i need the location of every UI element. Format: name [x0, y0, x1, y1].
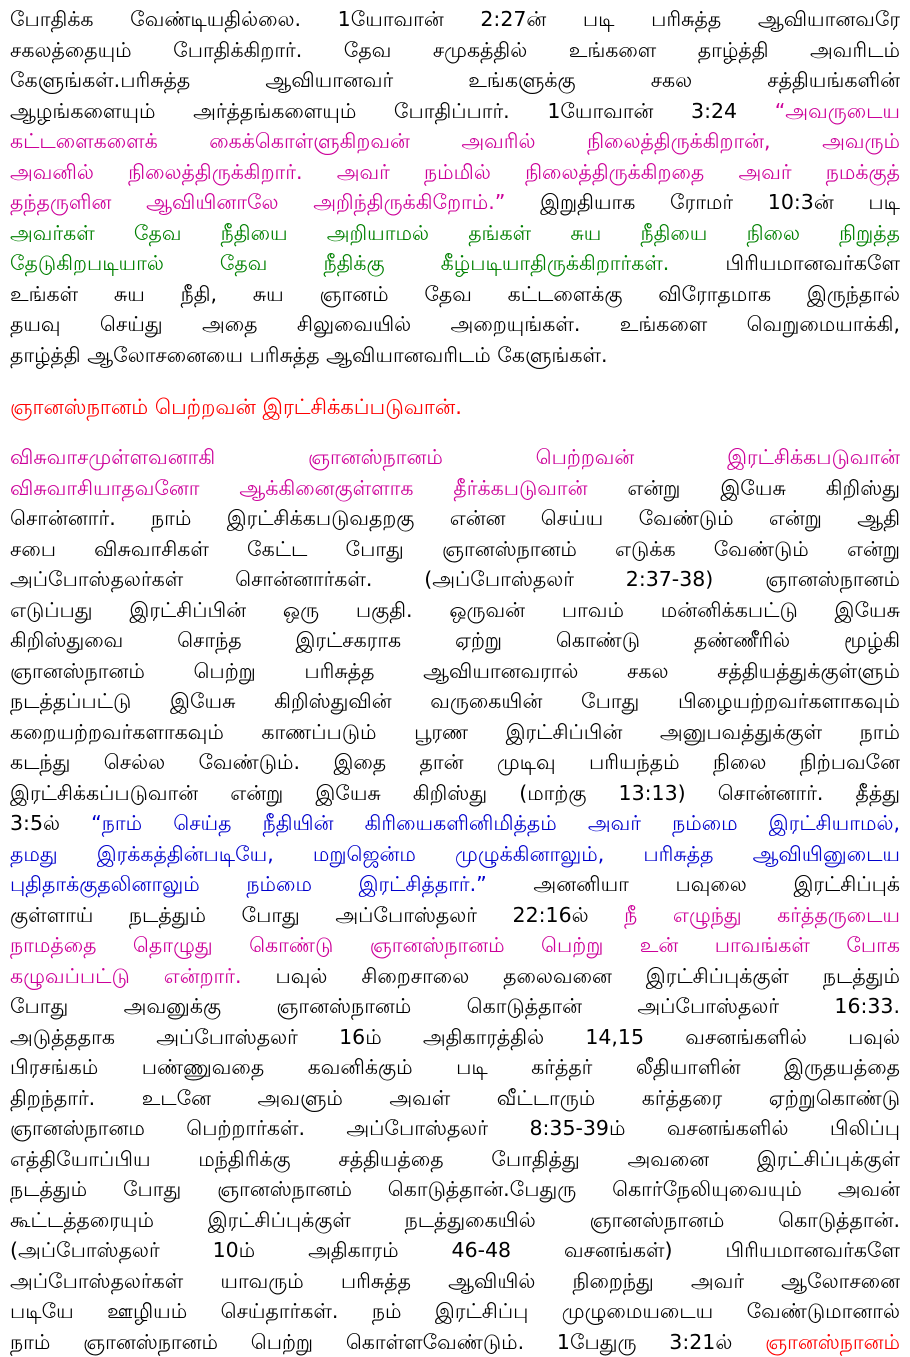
verse-line: அவர்கள் தேவ நீதியை அறியாமல் தங்கள் சுய நீதியை நிலை நிறுத்த [10, 218, 900, 249]
text-line: இரட்சிக்கப்படுவான் என்று இயேசு கிறிஸ்து (மாற்கு 13:13) சொன்னார். தீத்து [10, 778, 900, 809]
text-line: (அப்போஸ்தலர் 10ம் அதிகாரம் 46-48 வசனங்கள்) பிரியமானவர்களே [10, 1235, 900, 1266]
text-line: உங்கள் சுய நீதி, சுய ஞானம் தேவ கட்டளைக்கு விரோதமாக இருந்தால் [10, 279, 900, 310]
text-line: புதிதாக்குதலினாலும் நம்மை இரட்சித்தார்.” அனனியா பவுலை இரட்சிப்புக் [10, 869, 900, 900]
quote-line: அவனில் நிலைத்திருக்கிறார். அவர் நம்மில் நிலைத்திருக்கிறதை அவர் நமக்குத் [10, 157, 900, 188]
text-line: நடத்தப்பட்டு இயேசு கிறிஸ்துவின் வருகையின் போது பிழையற்றவர்களாகவும் [10, 686, 900, 717]
text-line: குள்ளாய் நடத்தும் போது அப்போஸ்தலர் 22:16ல் நீ எழுந்து கர்த்தருடைய [10, 900, 900, 931]
verse-text: தேடுகிறபடியால் தேவ நீதிக்கு கீழ்படியாதிருக்கிறார்கள். [10, 251, 669, 275]
text-line: போது அவனுக்கு ஞானஸ்நானம் கொடுத்தான் அப்போஸ்தலர் 16:33. [10, 991, 900, 1022]
quote-text: விசுவாசியாதவனோ ஆக்கினைகுள்ளாக தீர்க்கபடுவான் [10, 476, 587, 500]
text-line: கூட்டத்தரையும் இரட்சிப்புக்குள் நடத்துகையில் ஞானஸ்நானம் கொடுத்தான். [10, 1205, 900, 1236]
text-line: நாம் ஞானஸ்நானம் பெற்று கொள்ளவேண்டும். 1பேதுரு 3:21ல் ஞானஸ்நானம் [10, 1327, 900, 1357]
paragraph-1 [10, 4, 900, 370]
text-line: நடத்தும் போது ஞானஸ்நானம் கொடுத்தான்.பேதுரு கொர்நேலியுவையும் அவன் [10, 1174, 900, 1205]
text-line: எத்தியோப்பிய மந்திரிக்கு சத்தியத்தை போதித்து அவனை இரட்சிப்புக்குள் [10, 1144, 900, 1175]
quote-text: நீ எழுந்து கர்த்தருடைய [624, 903, 900, 927]
quote-line: கட்டளைகளைக் கைக்கொள்ளுகிறவன் அவரில் நிலைத்திருக்கிறான், அவரும் [10, 126, 900, 157]
text-line: 3:5ல் “நாம் செய்த நீதியின் கிரியைகளினிமித்தம் அவர் நம்மை இரட்சியாமல், [10, 808, 900, 839]
text-line: தாழ்த்தி ஆலோசனையை பரிசுத்த ஆவியானவரிடம் கேளுங்கள். [10, 340, 900, 371]
quote-text: “அவருடைய [775, 99, 900, 123]
text-line: அப்போஸ்தலர்கள் சொன்னார்கள். (அப்போஸ்தலர் 2:37-38) ஞானஸ்நானம் [10, 564, 900, 595]
text-line: அடுத்ததாக அப்போஸ்தலர் 16ம் அதிகாரத்தில் 14,15 வசனங்களில் பவுல் [10, 1022, 900, 1053]
text-line: கிறிஸ்துவை சொந்த இரட்சகராக ஏற்று கொண்டு தண்ணீரில் மூழ்கி [10, 625, 900, 656]
text-line: பிரசங்கம் பண்ணுவதை கவனிக்கும் படி கர்த்தர் லீதியாளின் இருதயத்தை [10, 1052, 900, 1083]
text-line: கழுவப்பட்டு என்றார். பவுல் சிறைசாலை தலைவனை இரட்சிப்புக்குள் நடத்தும் [10, 961, 900, 992]
quote-line: விசுவாசமுள்ளவனாகி ஞானஸ்நானம் பெற்றவன் இரட்சிக்கபடுவான் [10, 442, 900, 473]
text-line: கறையற்றவர்களாகவும் காணப்படும் பூரண இரட்சிப்பின் அனுபவத்துக்குள் நாம் [10, 717, 900, 748]
text-line: எடுப்பது இரட்சிப்பின் ஒரு பகுதி. ஒருவன் பாவம் மன்னிக்கபட்டு இயேசு [10, 595, 900, 626]
text-line: விசுவாசியாதவனோ ஆக்கினைகுள்ளாக தீர்க்கபடுவான் என்று இயேசு கிறிஸ்து [10, 473, 900, 504]
document-page [10, 4, 900, 1357]
text-line: போதிக்க வேண்டியதில்லை. 1யோவான் 2:27ன் படி பரிசுத்த ஆவியானவரே [10, 4, 900, 35]
text-line: சகலத்தையும் போதிக்கிறார். தேவ சமுகத்தில் உங்களை தாழ்த்தி அவரிடம் [10, 35, 900, 66]
highlight-text: ஞானஸ்நானம் [765, 1330, 900, 1354]
text-line: கேளுங்கள்.பரிசுத்த ஆவியானவர் உங்களுக்கு சகல சத்தியங்களின் [10, 65, 900, 96]
verse-text: புதிதாக்குதலினாலும் நம்மை இரட்சித்தார்.” [10, 872, 487, 896]
text-line: கடந்து செல்ல வேண்டும். இதை தான் முடிவு பரியந்தம் நிலை நிற்பவனே [10, 747, 900, 778]
text-line: அப்போஸ்தலர்கள் யாவரும் பரிசுத்த ஆவியில் நிறைந்து அவர் ஆலோசனை [10, 1266, 900, 1297]
text-line: படியே ஊழியம் செய்தார்கள். நம் இரட்சிப்பு முழுமையடைய வேண்டுமானால் [10, 1296, 900, 1327]
text-line: ஞானஸ்நானம் பெற்று பரிசுத்த ஆவியானவரால் சகல சத்தியத்துக்குள்ளும் [10, 656, 900, 687]
text-line: ஆழங்களையும் அர்த்தங்களையும் போதிப்பார். 1யோவான் 3:24 “அவருடைய [10, 96, 900, 127]
verse-line: தமது இரக்கத்தின்படியே, மறுஜென்ம முழுக்கினாலும், பரிசுத்த ஆவியினுடைய [10, 839, 900, 870]
verse-text: “நாம் செய்த நீதியின் கிரியைகளினிமித்தம் அவர் நம்மை இரட்சியாமல், [91, 811, 900, 835]
text-line: தேடுகிறபடியால் தேவ நீதிக்கு கீழ்படியாதிருக்கிறார்கள். பிரியமானவர்களே [10, 248, 900, 279]
quote-line: நாமத்தை தொழுது கொண்டு ஞானஸ்நானம் பெற்று உன் பாவங்கள் போக [10, 930, 900, 961]
quote-text: தந்தருளின ஆவியினாலே அறிந்திருக்கிறோம்.” [10, 190, 505, 214]
text-line: சொன்னார். நாம் இரட்சிக்கபடுவதறகு என்ன செய்ய வேண்டும் என்று ஆதி [10, 503, 900, 534]
text-line: தந்தருளின ஆவியினாலே அறிந்திருக்கிறோம்.” இறுதியாக ரோமர் 10:3ன் படி [10, 187, 900, 218]
section-heading: ஞானஸ்நானம் பெற்றவன் இரட்சிக்கப்படுவான். [10, 392, 900, 422]
text-line: திறந்தார். உடனே அவளும் அவள் வீட்டாரும் கர்த்தரை ஏற்றுகொண்டு [10, 1083, 900, 1114]
text-line: தயவு செய்து அதை சிலுவையில் அறையுங்கள். உங்களை வெறுமையாக்கி, [10, 309, 900, 340]
text-line: ஞானஸ்நானம பெற்றார்கள். அப்போஸ்தலர் 8:35-39ம் வசனங்களில் பிலிப்பு [10, 1113, 900, 1144]
paragraph-2 [10, 442, 900, 1357]
quote-text: கழுவப்பட்டு என்றார். [10, 964, 242, 988]
text-line: சபை விசுவாசிகள் கேட்ட போது ஞானஸ்நானம் எடுக்க வேண்டும் என்று [10, 534, 900, 565]
